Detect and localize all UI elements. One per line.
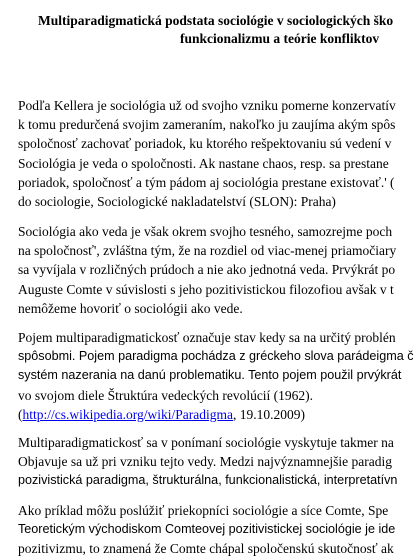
text-line: pozitivizmu, to znamená že Comte chápal spoločenskú skutočnosť ak [18,541,394,557]
text-line: Sociológia je veda o spoločnosti. Ak nastane chaos, resp. sa prestane [18,155,389,171]
text-line: Podľa Kellera je sociológia už od svojho vzniku pomerne konzervatív [18,98,396,113]
text-line: poriadok, spoločnosť a tým pádom aj sociológia prestane existovať.' ( [18,174,395,190]
text-line: k tomu predurčená svojim zameraním, nakoľko ju zaujíma akým spôs [18,117,396,133]
document-title [0,12,415,48]
text-line: vo svojom diele Štruktúra vedeckých revolúcií (1962). [18,387,314,403]
text-line: spôsobmi. Pojem paradigma pochádza z gréckeho slova parádeigma č [18,349,414,364]
paragraph [18,433,415,491]
text-line: na spoločnosť', zvláštna tým, že na rozdiel od viac-menej priamočiary [18,243,397,259]
text-line: spoločnosť zachovať poriadok, ku ktorého rešpektovaniu sú vedení v [18,136,392,152]
paragraph [18,96,415,211]
text-line: pozivistická paradigma, štrukturálna, funkcionalistická, interpretatívn [18,473,398,488]
paragraph [18,328,415,424]
citation-rest: , 19.10.2009) [232,406,305,422]
text-line: Objavuje sa už pri vzniku tejto vedy. Medzi najvýznamnejšie paradig [18,454,393,470]
title-line: funkcionalizmu a teórie konfliktov [180,31,380,46]
citation [18,405,415,424]
text-line: Sociológia ako veda je však okrem svojho tesného, samozrejme poch [18,224,393,239]
text-line: Pojem multiparadigmatickosť označuje stav kedy sa na určitý problén [18,330,396,345]
text-line: sa vyvíjala v rozličných prúdoch a nie ako jednotná veda. Prvýkrát po [18,262,396,278]
citation-open: ( [18,406,23,422]
title-line: Multiparadigmatická podstata sociológie v sociologických ško [38,13,394,28]
text-line: Ako príklad môžu poslúžiť priekopníci sociológie a síce Comte, Spe [18,503,389,518]
text-line: Teoretickým východiskom Comteovej pozitivistickej sociológie je ide [18,522,396,537]
text-line: nemôžeme hovoriť o sociológii ako vede. [18,300,243,316]
text-line: Auguste Comte v súvislosti s jeho pozitivistickou filozofiou avšak v t [18,281,394,297]
text-line: do sociologie, Sociologické nakladatelství (SLON): Praha) [18,194,336,210]
paragraph [18,222,415,318]
paragraph [18,501,415,559]
citation-link[interactable]: http://cs.wikipedia.org/wiki/Paradigma [22,406,233,422]
text-line: Multiparadigmatickosť sa v ponímaní sociológie vyskytuje takmer na [18,435,394,450]
text-line: systém nazerania na danú problematiku. Tento pojem použil prvýkrát [18,368,402,383]
